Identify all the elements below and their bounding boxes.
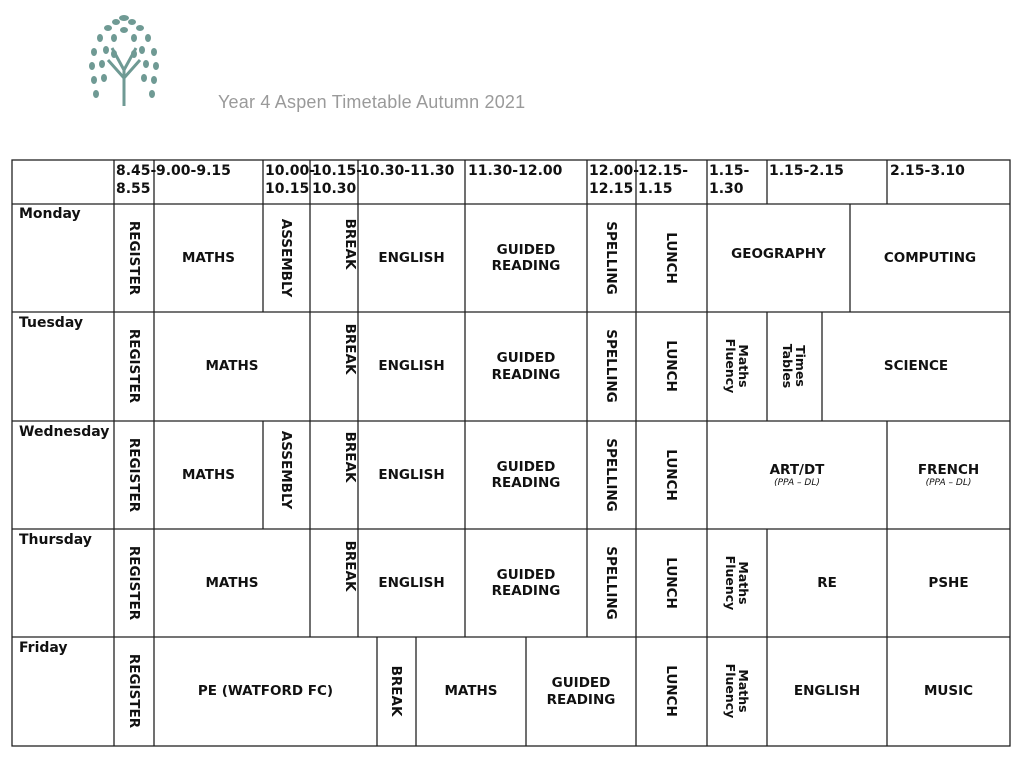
lesson-assembly: ASSEMBLY: [278, 430, 294, 510]
lesson-maths: MATHS: [205, 574, 259, 591]
lesson-lunch: LUNCH: [663, 557, 679, 609]
lesson-english: ENGLISH: [378, 358, 445, 375]
day-label: Thursday: [19, 532, 92, 548]
lesson-break: BREAK: [342, 540, 358, 592]
lesson-pe: PE (WATFORD FC): [197, 683, 334, 700]
lesson-break: BREAK: [388, 665, 404, 717]
lesson-label: ART/DT: [769, 461, 825, 478]
header-time: 1.15- 1.30: [709, 163, 750, 198]
page-title: Year 4 Aspen Timetable Autumn 2021: [218, 92, 526, 112]
lesson-spelling: SPELLING: [603, 221, 619, 295]
lesson-assembly: ASSEMBLY: [278, 218, 294, 298]
header-time: 2.15-3.10: [890, 163, 965, 179]
lesson-english: ENGLISH: [378, 466, 445, 483]
lesson-art-dt: [707, 421, 887, 529]
lesson-label: FRENCH: [917, 461, 980, 478]
day-label: Monday: [19, 206, 81, 222]
lesson-guided-reading: GUIDED READING: [491, 350, 561, 383]
lesson-note: (PPA – DL): [774, 477, 820, 488]
lesson-register: REGISTER: [126, 328, 142, 404]
lesson-break: BREAK: [342, 218, 358, 270]
lesson-guided-reading: GUIDED READING: [491, 458, 561, 491]
header-time: 8.45- 8.55: [116, 163, 157, 198]
header-time: 11.30-12.00: [468, 163, 563, 179]
header-time: 10.00- 10.15: [265, 163, 316, 198]
lesson-maths-fluency: Maths Fluency: [723, 663, 752, 719]
lesson-lunch: LUNCH: [663, 665, 679, 717]
lesson-spelling: SPELLING: [603, 438, 619, 512]
lesson-science: SCIENCE: [883, 358, 949, 375]
lesson-music: MUSIC: [923, 683, 974, 700]
lesson-pshe: PSHE: [928, 574, 969, 591]
lesson-register: REGISTER: [126, 437, 142, 513]
lesson-guided-reading: GUIDED READING: [491, 241, 561, 274]
lesson-register: REGISTER: [126, 220, 142, 296]
lesson-re: RE: [817, 574, 837, 591]
lesson-maths: MATHS: [181, 466, 236, 483]
lesson-maths-fluency: Maths Fluency: [723, 338, 752, 394]
lesson-maths-fluency: Maths Fluency: [723, 555, 752, 611]
lesson-computing: COMPUTING: [883, 249, 977, 266]
lesson-times-tables: Times Tables: [780, 343, 809, 389]
header-time: 9.00-9.15: [156, 163, 231, 179]
lesson-spelling: SPELLING: [603, 546, 619, 620]
lesson-maths: MATHS: [181, 249, 236, 266]
header-time: 10.15- 10.30: [312, 163, 363, 198]
day-label: Friday: [19, 640, 68, 656]
lesson-break: BREAK: [342, 323, 358, 375]
lesson-guided-reading: GUIDED READING: [491, 566, 561, 599]
lesson-maths: MATHS: [444, 683, 498, 700]
lesson-english: ENGLISH: [378, 574, 445, 591]
header-time: 12.00- 12.15: [589, 163, 640, 198]
lesson-note: (PPA – DL): [925, 477, 972, 488]
header-time: 10.30-11.30: [360, 163, 455, 179]
lesson-lunch: LUNCH: [663, 340, 679, 392]
lesson-english: ENGLISH: [793, 683, 861, 700]
lesson-guided-reading: GUIDED READING: [546, 675, 616, 708]
header-time: 1.15-2.15: [769, 163, 844, 179]
lesson-register: REGISTER: [126, 545, 142, 621]
lesson-spelling: SPELLING: [603, 329, 619, 403]
day-label: Wednesday: [19, 424, 110, 440]
lesson-lunch: LUNCH: [663, 232, 679, 284]
lesson-register: REGISTER: [126, 653, 142, 729]
lesson-english: ENGLISH: [378, 249, 445, 266]
lesson-geography: GEOGRAPHY: [731, 245, 826, 262]
day-label: Tuesday: [19, 315, 83, 331]
header-time: 12.15- 1.15: [638, 163, 689, 198]
lesson-maths: MATHS: [205, 358, 259, 375]
lesson-break: BREAK: [342, 431, 358, 483]
lesson-lunch: LUNCH: [663, 449, 679, 501]
lesson-french: [887, 421, 1010, 529]
